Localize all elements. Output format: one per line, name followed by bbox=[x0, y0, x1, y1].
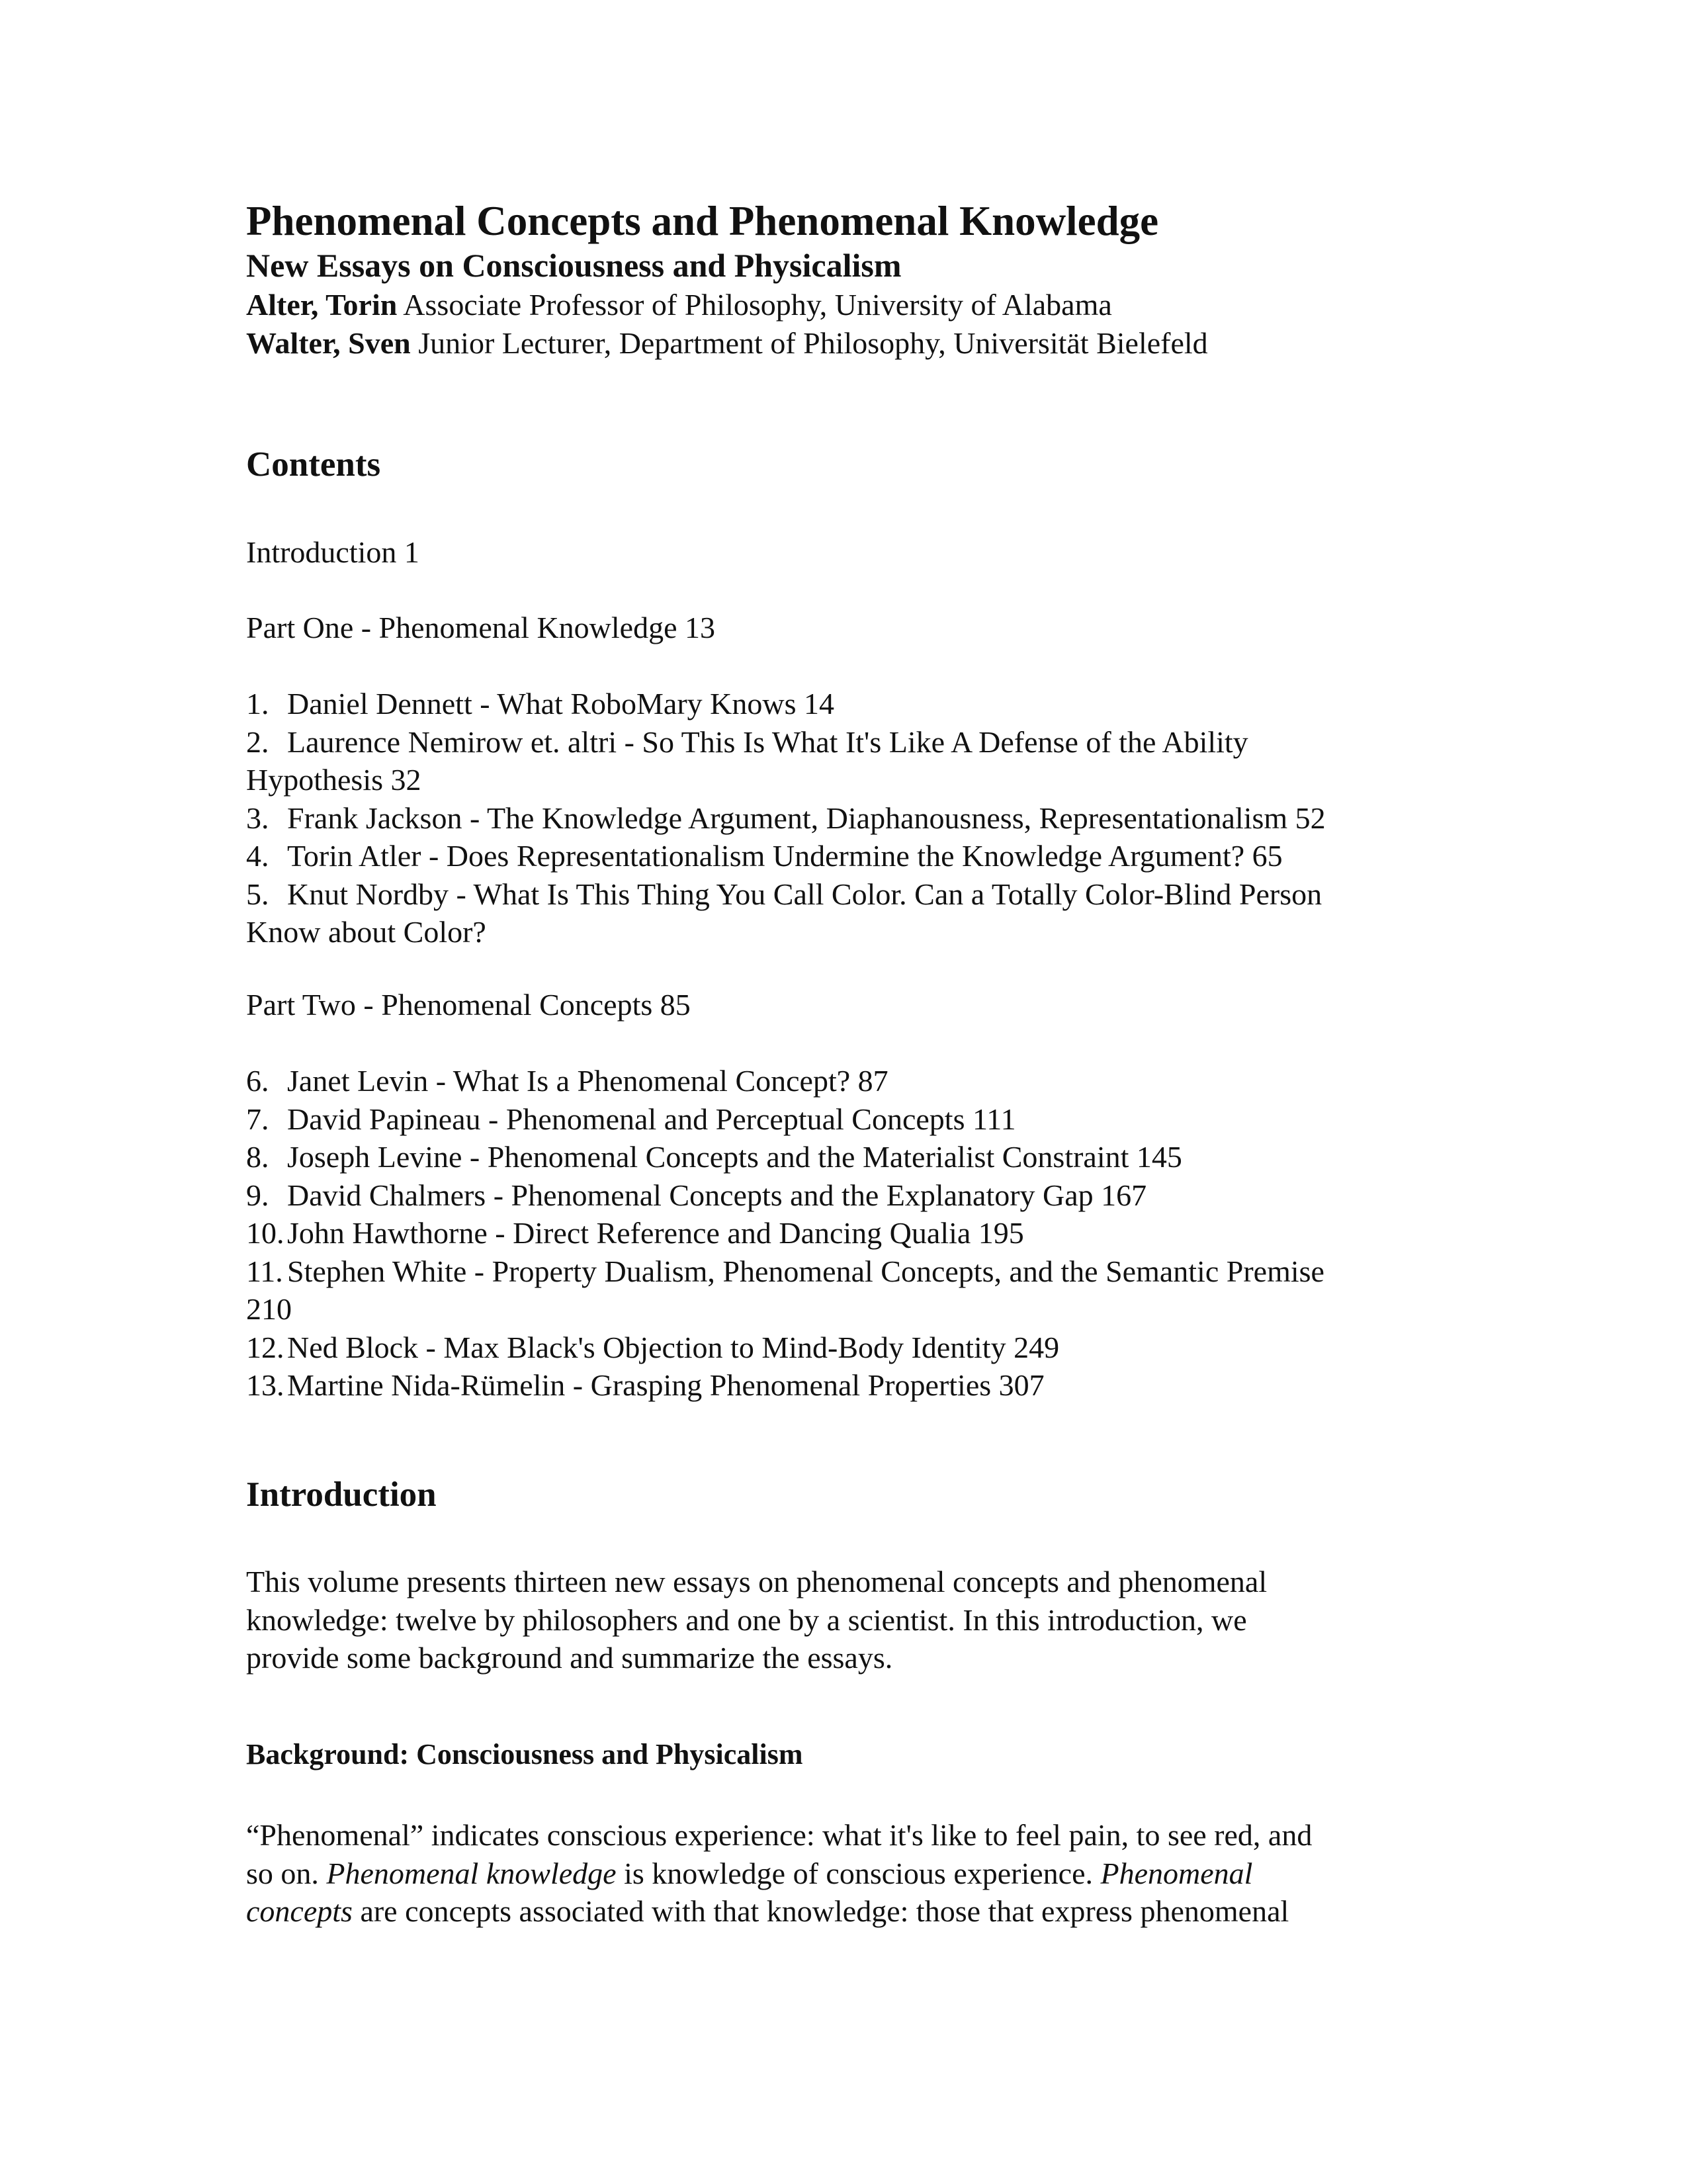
toc-item-text: John Hawthorne - Direct Reference and Dancing Qualia 195 bbox=[287, 1216, 1024, 1250]
toc-item-number: 13. bbox=[246, 1368, 284, 1402]
toc-item-continuation: Hypothesis 32 bbox=[246, 763, 421, 797]
editor-name: Alter, Torin bbox=[246, 288, 398, 322]
toc-item-number: 2. bbox=[246, 724, 269, 759]
header-block bbox=[246, 197, 1208, 363]
toc-item bbox=[246, 799, 1450, 838]
toc-item bbox=[246, 1138, 1450, 1176]
text-run: is knowledge of conscious experience. bbox=[616, 1856, 1101, 1890]
toc-item bbox=[246, 1329, 1450, 1367]
editor-affiliation: Associate Professor of Philosophy, University of Alabama bbox=[397, 288, 1112, 322]
toc-item-number: 1. bbox=[246, 687, 269, 721]
toc-item-text: Ned Block - Max Black's Objection to Mind-Body Identity 249 bbox=[287, 1330, 1060, 1364]
toc-item-number: 8. bbox=[246, 1140, 269, 1174]
italic-term: Phenomenal knowledge bbox=[326, 1856, 617, 1890]
toc-item bbox=[246, 1062, 1450, 1100]
text-run: are concepts associated with that knowledge: those that express phenomenal bbox=[352, 1894, 1289, 1928]
toc-introduction: Introduction 1 bbox=[246, 535, 419, 569]
toc-part-two: Part Two - Phenomenal Concepts 85 bbox=[246, 988, 691, 1022]
editor-line bbox=[246, 286, 1208, 324]
toc-item-text: Torin Atler - Does Representationalism Undermine the Knowledge Argument? 65 bbox=[287, 839, 1283, 873]
toc-item bbox=[246, 837, 1450, 875]
paragraph-line: “Phenomenal” indicates conscious experience: what it's like to feel pain, to see red, and bbox=[246, 1818, 1313, 1852]
paragraph-line: This volume presents thirteen new essays on phenomenal concepts and phenomenal bbox=[246, 1565, 1268, 1598]
toc-part-one: Part One - Phenomenal Knowledge 13 bbox=[246, 611, 716, 644]
toc-item-text: Laurence Nemirow et. altri - So This Is What It's Like A Defense of the Ability bbox=[287, 724, 1248, 759]
document-title: Phenomenal Concepts and Phenomenal Knowledge bbox=[246, 198, 1159, 244]
toc-item bbox=[246, 875, 1450, 951]
toc-item bbox=[246, 723, 1450, 799]
toc-part-one-list bbox=[246, 685, 1450, 951]
toc-item-text: Janet Levin - What Is a Phenomenal Concept? 87 bbox=[287, 1064, 888, 1098]
background-paragraph bbox=[246, 1816, 1450, 1931]
toc-item-number: 10. bbox=[246, 1216, 284, 1250]
paragraph-line bbox=[246, 1892, 1450, 1931]
toc-item-text: David Chalmers - Phenomenal Concepts and the Explanatory Gap 167 bbox=[287, 1178, 1147, 1212]
text-run: so on. bbox=[246, 1856, 327, 1890]
contents-heading: Contents bbox=[246, 445, 381, 484]
toc-item bbox=[246, 1214, 1450, 1252]
editor-affiliation: Junior Lecturer, Department of Philosophy, Universität Bielefeld bbox=[410, 326, 1208, 360]
toc-item-text: Daniel Dennett - What RoboMary Knows 14 bbox=[287, 687, 834, 721]
editor-line bbox=[246, 324, 1208, 363]
italic-term: Phenomenal bbox=[1100, 1856, 1253, 1890]
italic-term: concepts bbox=[246, 1894, 353, 1928]
toc-item-number: 6. bbox=[246, 1064, 269, 1098]
background-heading: Background: Consciousness and Physicalism bbox=[246, 1738, 803, 1770]
toc-item bbox=[246, 1100, 1450, 1139]
toc-item-text: Frank Jackson - The Knowledge Argument, Diaphanousness, Representationalism 52 bbox=[287, 801, 1326, 835]
toc-item-number: 7. bbox=[246, 1102, 269, 1136]
toc-item-continuation: 210 bbox=[246, 1292, 292, 1326]
toc-part-two-list bbox=[246, 1062, 1450, 1405]
toc-item-number: 9. bbox=[246, 1178, 269, 1212]
introduction-paragraph bbox=[246, 1563, 1450, 1677]
toc-item-number: 3. bbox=[246, 801, 269, 835]
toc-item-text: Joseph Levine - Phenomenal Concepts and the Materialist Constraint 145 bbox=[287, 1140, 1182, 1174]
toc-item-text: Knut Nordby - What Is This Thing You Call Color. Can a Totally Color-Blind Person bbox=[287, 877, 1322, 911]
toc-item-number: 5. bbox=[246, 877, 269, 911]
toc-item-text: David Papineau - Phenomenal and Perceptual Concepts 111 bbox=[287, 1102, 1016, 1136]
toc-item-continuation: Know about Color? bbox=[246, 915, 486, 949]
paragraph-line: provide some background and summarize the essays. bbox=[246, 1641, 893, 1675]
paragraph-line: knowledge: twelve by philosophers and one by a scientist. In this introduction, we bbox=[246, 1602, 1247, 1637]
toc-item bbox=[246, 1366, 1450, 1405]
editor-name: Walter, Sven bbox=[246, 326, 411, 360]
toc-item-text: Stephen White - Property Dualism, Phenomenal Concepts, and the Semantic Premise bbox=[287, 1254, 1324, 1288]
toc-item bbox=[246, 1252, 1450, 1329]
paragraph-line bbox=[246, 1855, 1450, 1893]
toc-item-number: 12. bbox=[246, 1330, 284, 1364]
toc-item bbox=[246, 1176, 1450, 1215]
toc-item-number: 4. bbox=[246, 839, 269, 873]
introduction-heading: Introduction bbox=[246, 1475, 437, 1514]
toc-item-number: 11. bbox=[246, 1254, 283, 1288]
toc-item bbox=[246, 685, 1450, 723]
toc-item-text: Martine Nida-Rümelin - Grasping Phenomenal Properties 307 bbox=[287, 1368, 1045, 1402]
document-subtitle: New Essays on Consciousness and Physicalism bbox=[246, 247, 902, 284]
